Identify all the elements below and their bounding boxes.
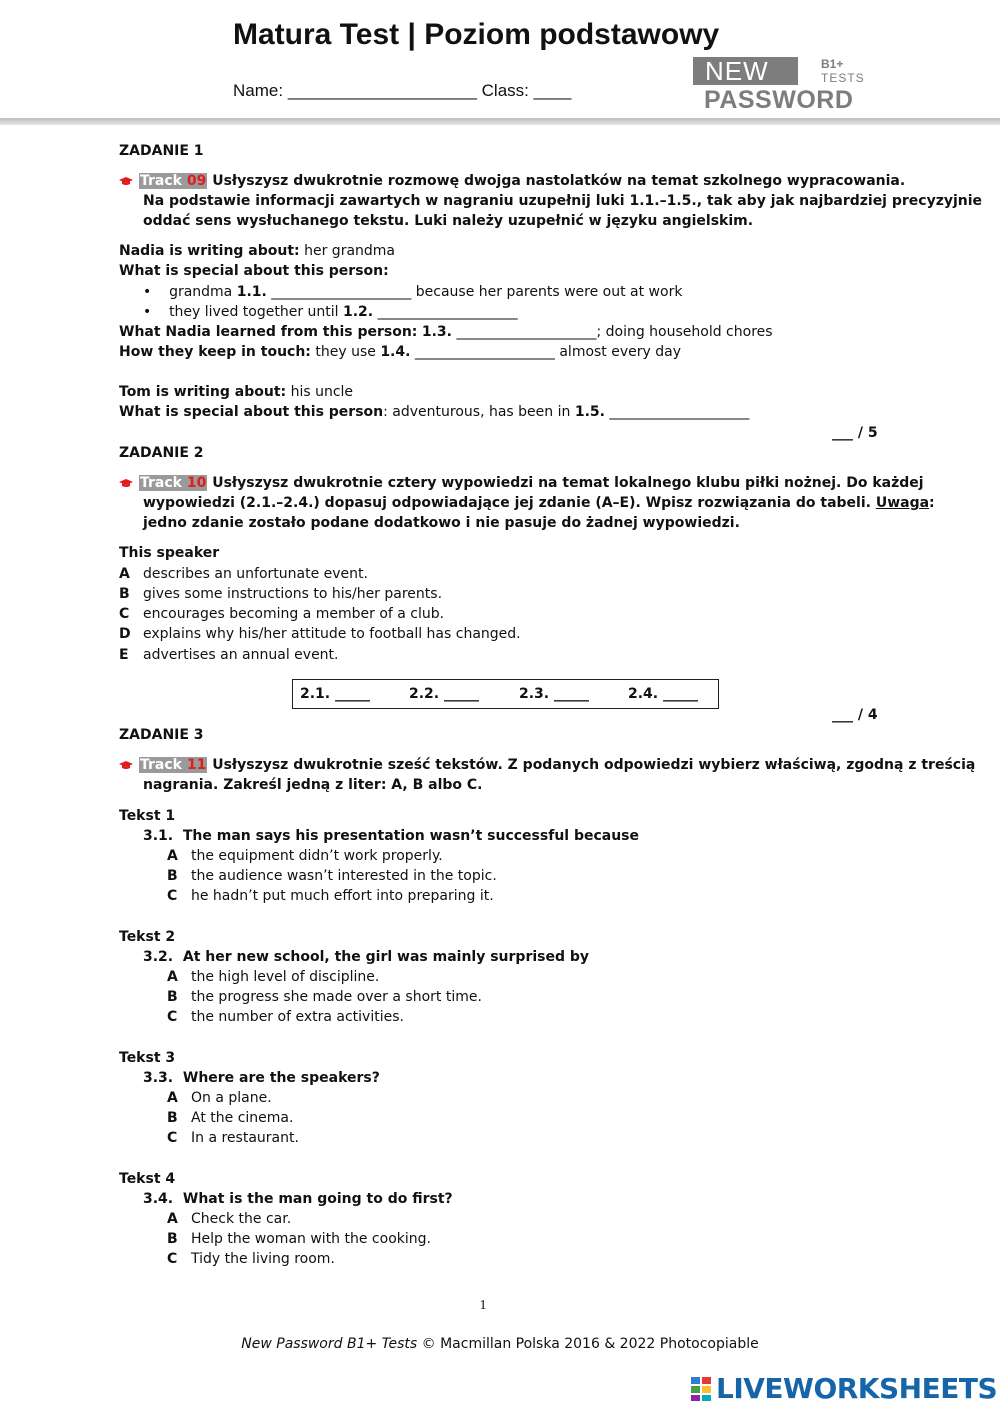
option-text: gives some instructions to his/her parents.	[143, 586, 443, 602]
name-label: Name:	[233, 81, 284, 100]
bullet-1-1: • grandma 1.1. ____________________ because her parents were out at work	[143, 284, 683, 300]
answer-2-4[interactable]: 2.4. _____	[628, 686, 698, 702]
nadia-row: Nadia is writing about: her grandma	[119, 243, 395, 259]
option-text: encourages becoming a member of a club.	[143, 606, 445, 622]
name-field[interactable]: ____________________	[287, 81, 477, 100]
option-text: advertises an annual event.	[143, 647, 339, 663]
text-label: Tekst 3	[119, 1050, 176, 1066]
z1-instruction-line1: Track 09 Usłyszysz dwukrotnie rozmowę dwojga nastolatków na temat szkolnego wypracowania.	[119, 171, 905, 191]
choice-text: At the cinema.	[191, 1110, 294, 1126]
choice-letter[interactable]: B	[167, 1110, 178, 1126]
choice-text: Help the woman with the cooking.	[191, 1231, 431, 1247]
logo-tests: TESTS	[821, 71, 865, 85]
text-label: Tekst 4	[119, 1171, 176, 1187]
logo-new: NEW	[693, 57, 798, 85]
gap-1-2[interactable]: ____________________	[377, 304, 518, 320]
graduation-cap-icon	[119, 478, 133, 488]
choice-text: the equipment didn’t work properly.	[191, 848, 443, 864]
choice-letter[interactable]: C	[167, 1251, 178, 1267]
choice-letter[interactable]: C	[167, 1009, 178, 1025]
z3-heading: ZADANIE 3	[119, 727, 204, 743]
choice-text: On a plane.	[191, 1090, 272, 1106]
answer-2-3[interactable]: 2.3. _____	[519, 686, 589, 702]
name-class-row	[233, 81, 571, 101]
choice-text: he hadn’t put much effort into preparing it.	[191, 888, 494, 904]
special-label: What is special about this person:	[119, 263, 389, 279]
choice-text: the audience wasn’t interested in the topic.	[191, 868, 497, 884]
question: 3.2. At her new school, the girl was mainly surprised by	[143, 949, 590, 965]
z2-heading: ZADANIE 2	[119, 445, 204, 461]
learned-row: What Nadia learned from this person: 1.3. ____________________; doing household chores	[119, 324, 773, 340]
z1-instruction-line3: oddać sens wysłuchanego tekstu. Luki należy uzupełnić w języku angielskim.	[143, 213, 754, 229]
z3-instruction-line1: Track 11 Usłyszysz dwukrotnie sześć tekstów. Z podanych odpowiedzi wybierz właściwą, zgodną z treścią	[119, 755, 975, 775]
choice-letter[interactable]: A	[167, 1211, 178, 1227]
question: 3.4. What is the man going to do first?	[143, 1191, 453, 1207]
choice-text: the progress she made over a short time.	[191, 989, 482, 1005]
z2-instruction-line1: Track 10 Usłyszysz dwukrotnie cztery wypowiedzi na temat lokalnego klubu piłki nożnej. Do każdej	[119, 473, 924, 493]
footer-copyright: New Password B1+ Tests © Macmillan Polska 2016 & 2022 Photocopiable	[241, 1336, 759, 1352]
tom-row: Tom is writing about: his uncle	[119, 384, 354, 400]
z1-instruction-line2: Na podstawie informacji zawartych w nagraniu uzupełnij luki 1.1.–1.5., tak aby jak najbardziej precyzyjnie	[143, 193, 983, 209]
option-letter: E	[119, 647, 129, 663]
choice-letter[interactable]: B	[167, 1231, 178, 1247]
option-text: describes an unfortunate event.	[143, 566, 368, 582]
choice-text: Check the car.	[191, 1211, 292, 1227]
choice-letter[interactable]: C	[167, 888, 178, 904]
option-letter: B	[119, 586, 130, 602]
text-label: Tekst 1	[119, 808, 176, 824]
choice-letter[interactable]: C	[167, 1130, 178, 1146]
choice-text: the high level of discipline.	[191, 969, 380, 985]
liveworksheets-icon	[690, 1376, 712, 1402]
class-field[interactable]: ____	[533, 81, 572, 100]
choice-letter[interactable]: B	[167, 868, 178, 884]
track-badge[interactable]: Track 09	[140, 173, 207, 189]
z1-score: ___ / 5	[832, 425, 878, 441]
z3-instruction-line2: nagrania. Zakreśl jedną z liter: A, B albo C.	[143, 777, 483, 793]
choice-letter[interactable]: A	[167, 848, 178, 864]
gap-1-5[interactable]: ____________________	[609, 404, 750, 420]
choice-letter[interactable]: B	[167, 989, 178, 1005]
option-letter: D	[119, 626, 131, 642]
track-badge[interactable]: Track 11	[140, 757, 207, 773]
bullet-1-2: • they lived together until 1.2. ____________________	[143, 304, 518, 320]
page-title: Matura Test | Poziom podstawowy	[233, 18, 720, 51]
track-badge[interactable]: Track 10	[140, 475, 207, 491]
option-text: explains why his/her attitude to football has changed.	[143, 626, 521, 642]
tom-special-row: What is special about this person: adventurous, has been in 1.5. ____________________	[119, 404, 750, 420]
choice-text: Tidy the living room.	[191, 1251, 335, 1267]
graduation-cap-icon	[119, 760, 133, 770]
answer-2-2[interactable]: 2.2. _____	[409, 686, 479, 702]
liveworksheets-logo[interactable]: LIVEWORKSHEETS	[690, 1372, 997, 1405]
z2-instruction-line2: wypowiedzi (2.1.–2.4.) dopasuj odpowiadające jej zdanie (A–E). Wpisz rozwiązania do tabeli. Uwaga:	[143, 495, 935, 511]
choice-text: the number of extra activities.	[191, 1009, 404, 1025]
text-label: Tekst 2	[119, 929, 176, 945]
page-number: 1	[479, 1298, 487, 1313]
logo-password: PASSWORD	[704, 86, 854, 114]
question: 3.1. The man says his presentation wasn’t successful because	[143, 828, 640, 844]
gap-1-3[interactable]: ____________________	[456, 324, 597, 340]
logo-b1: B1+	[821, 57, 844, 71]
choice-letter[interactable]: A	[167, 1090, 178, 1106]
answer-2-1[interactable]: 2.1. _____	[300, 686, 370, 702]
z2-instruction-line3: jedno zdanie zostało podane dodatkowo i nie pasuje do żadnej wypowiedzi.	[143, 515, 740, 531]
gap-1-4[interactable]: ____________________	[414, 344, 555, 360]
graduation-cap-icon	[119, 176, 133, 186]
z1-heading: ZADANIE 1	[119, 143, 204, 159]
option-letter: C	[119, 606, 130, 622]
option-letter: A	[119, 566, 130, 582]
z2-score: ___ / 4	[832, 707, 878, 723]
question: 3.3. Where are the speakers?	[143, 1070, 380, 1086]
choice-text: In a restaurant.	[191, 1130, 299, 1146]
speaker-label: This speaker	[119, 545, 220, 561]
header-divider	[0, 118, 1000, 125]
gap-1-1[interactable]: ____________________	[271, 284, 412, 300]
choice-letter[interactable]: A	[167, 969, 178, 985]
class-label: Class:	[481, 81, 529, 100]
touch-row: How they keep in touch: they use 1.4. ____________________ almost every day	[119, 344, 682, 360]
